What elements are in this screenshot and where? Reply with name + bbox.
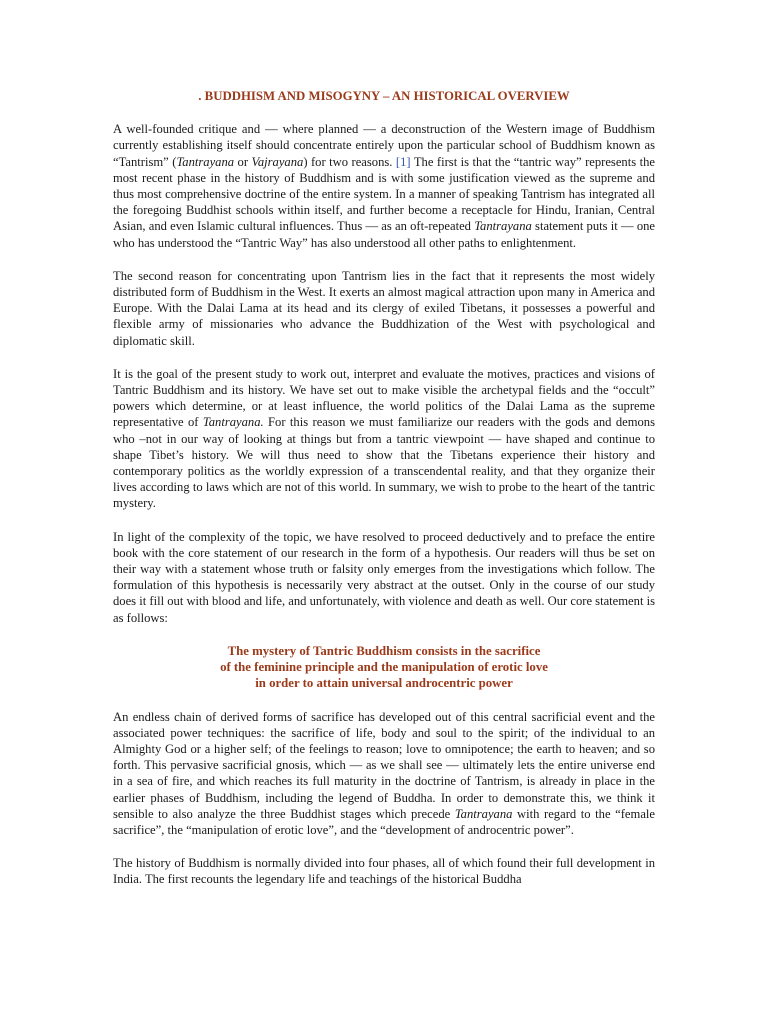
core-statement-line-1: The mystery of Tantric Buddhism consists in the sacrifice xyxy=(227,643,541,658)
paragraph-1-italic-tantrayana-2: Tantrayana xyxy=(474,219,532,234)
footnote-link-1[interactable]: [1] xyxy=(395,154,411,169)
paragraph-5-italic-tantrayana: Tantrayana xyxy=(454,806,513,821)
paragraph-1-italic-vajrayana: Vajrayana xyxy=(251,154,304,169)
paragraph-1-text-c: or xyxy=(234,154,252,169)
paragraph-3 xyxy=(113,366,655,512)
core-statement xyxy=(113,643,655,692)
paragraph-2: The second reason for concentrating upon Tantrism lies in the fact that it represents the most widely distributed form of Buddhism in the West. It exerts an almost magical attraction upon many in America and Europe. With the Dalai Lama at its head and its clergy of exiled Tibetans, it possesses a powerful and flexible army of missionaries who advance the Buddhization of the West with psychological and diplomatic skill. xyxy=(113,268,655,348)
paragraph-5-text-a: An endless chain of derived forms of sacrifice has developed out of this central sacrificial event and the associated power techniques: the sacrifice of life, body and soul to the spirit; of the individual to an Almighty God or a higher self; of the feelings to reason; love to omnipotence; the earth to heaven; and so forth. This pervasive sacrificial gnosis, which — as we shall see — ultimately lets the entire universe end in a sea of fire, and which reaches its full maturity in the doctrine of Tantrism, is already in place in the earlier phases of Buddhism, including the legend of Buddha. In order to demonstrate this, we think it sensible to also analyze the three Buddhist stages which precede xyxy=(113,709,655,821)
paragraph-5-text-c: with regard to the “female sacrifice”, the “manipulation of erotic love”, and the “development of androcentric power”. xyxy=(113,806,655,837)
paragraph-3-text-a: It is the goal of the present study to work out, interpret and evaluate the motives, practices and visions of Tantric Buddhism and its history. We have set out to make visible the archetypal fields and the “occult” powers which determine, or at least influence, the world politics of the Dalai Lama as the supreme representative of xyxy=(113,366,655,430)
core-statement-line-2: of the feminine principle and the manipulation of erotic love xyxy=(220,660,548,675)
page-title: . BUDDHISM AND MISOGYNY – AN HISTORICAL OVERVIEW xyxy=(198,89,570,103)
core-statement-line-3: in order to attain universal androcentric power xyxy=(255,676,513,691)
paragraph-4: In light of the complexity of the topic, we have resolved to proceed deductively and to preface the entire book with the core statement of our research in the form of a hypothesis. Our readers will thus be set on their way with a statement whose truth or falsity only emerges from the investigations which follow. The formulation of this hypothesis is necessarily very abstract at the outset. Only in the course of our study does it fill out with blood and life, and unfortunately, with violence and death as well. Our core statement is as follows: xyxy=(113,529,655,625)
paragraph-1-text-a: A well-founded critique and — where planned — a deconstruction of the Western image of Buddhism currently establishing itself should concentrate entirely upon the particular school of Buddhism known as “Tantrism” ( xyxy=(113,122,655,169)
paragraph-1-text-h: statement puts it — one who has understood the “Tantric Way” has also understood all other paths to enlightenment. xyxy=(113,219,655,250)
paragraph-1-italic-tantrayana: Tantrayana xyxy=(176,154,235,169)
paragraph-3-italic-tantrayana: Tantrayana. xyxy=(202,415,264,430)
paragraph-5 xyxy=(113,709,655,839)
paragraph-6: The history of Buddhism is normally divided into four phases, all of which found their full development in India. The first recounts the legendary life and teachings of the historical Buddha xyxy=(113,856,655,887)
document-page xyxy=(113,88,655,905)
paragraph-1-text-e: ) for two reasons. xyxy=(303,154,396,169)
paragraph-3-text-c: For this reason we must familiarize our readers with the gods and demons who –not in our way of looking at things but from a tantric viewpoint — have shaped and continue to shape Tibet’s history. We will thus need to show that the Tibetans experience their history and contemporary politics as the worldly expression of a transcendental reality, and that they organize their lives according to laws which are not of this world. In summary, we wish to probe to the heart of the tantric mystery. xyxy=(113,415,655,511)
paragraph-1-text-f: The first is that the “tantric way” represents the most recent phase in the history of Buddhism and is with some justification viewed as the supreme and thus most comprehensive doctrine of the entire system. In a manner of speaking Tantrism has integrated all the foregoing Buddhist schools within itself, and further become a receptacle for Hindu, Iranian, Central Asian, and even Islamic cultural influences. Thus — as an oft-repeated xyxy=(113,154,655,234)
paragraph-1 xyxy=(113,121,655,251)
